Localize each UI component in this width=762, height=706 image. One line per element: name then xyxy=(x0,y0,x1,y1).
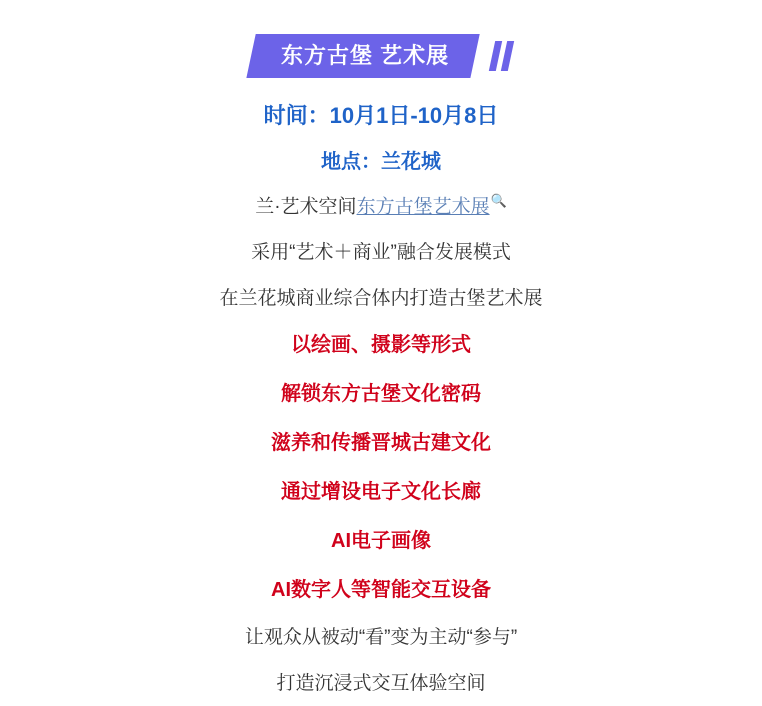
closing-line-2: 打造沉浸式交互体验空间 xyxy=(276,672,486,694)
banner-tag xyxy=(246,34,480,78)
closing-line-1: 让观众从被动“看”变为主动“参与” xyxy=(244,627,518,649)
article-body xyxy=(0,94,762,706)
venue-prefix: 兰·艺术空间 xyxy=(255,196,357,218)
banner-stripes-icon xyxy=(484,41,514,71)
venue-line xyxy=(255,192,507,221)
highlight-line-4: 通过增设电子文化长廊 xyxy=(281,481,481,504)
banner-title: 东方古堡 艺术展 xyxy=(280,43,450,68)
description-line-1: 采用“艺术＋商业”融合发展模式 xyxy=(251,242,511,264)
highlight-line-3: 滋养和传播晋城古建文化 xyxy=(271,432,491,455)
description-line-2: 在兰花城商业综合体内打造古堡艺术展 xyxy=(219,287,543,309)
highlight-line-6: AI数字人等智能交互设备 xyxy=(271,579,491,602)
event-place-line: 地点：兰花城 xyxy=(321,151,441,174)
highlight-line-1: 以绘画、摄影等形式 xyxy=(291,334,471,357)
highlight-line-2: 解锁东方古堡文化密码 xyxy=(281,383,481,406)
banner xyxy=(251,34,511,78)
highlight-line-5: AI电子画像 xyxy=(331,530,431,553)
event-time-line: 时间：10月1日-10月8日 xyxy=(263,103,499,129)
search-icon[interactable]: 🔍 xyxy=(490,193,507,209)
venue-link[interactable]: 东方古堡艺术展 xyxy=(356,196,490,218)
